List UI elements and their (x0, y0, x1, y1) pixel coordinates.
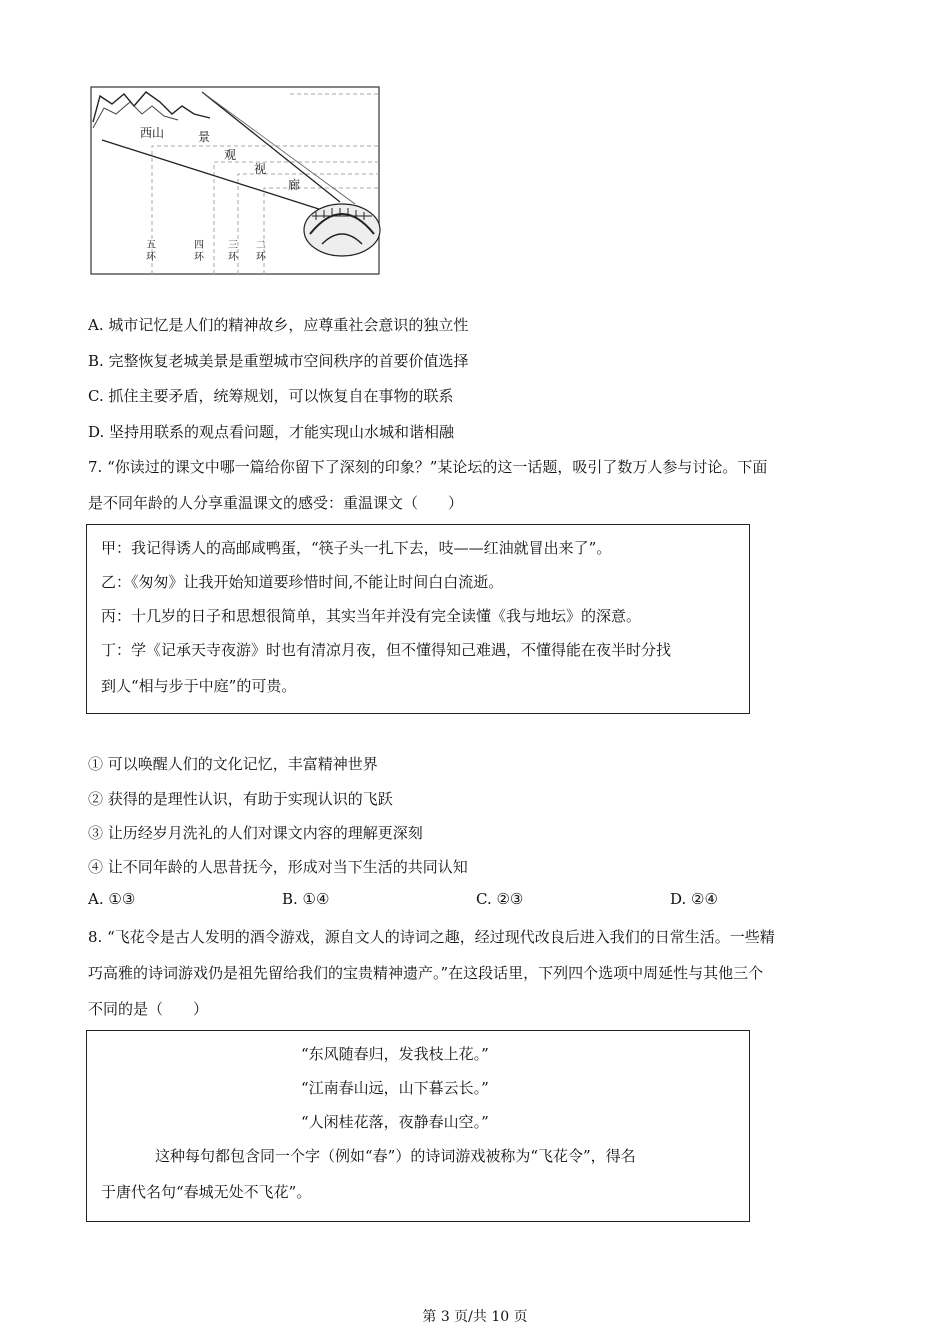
q7-box-yi: 乙：《匆匆》让我开始知道要珍惜时间,不能让时间白白流逝。 (101, 573, 504, 591)
q6-option-c: C. 抓住主要矛盾，统筹规划，可以恢复自在事物的联系 (88, 387, 454, 405)
q7-choice-b: B. ①④ (282, 890, 330, 908)
map-figure (90, 84, 382, 276)
q7-box-bing: 丙：十几岁的日子和思想很简单，其实当年并没有完全读懂《我与地坛》的深意。 (101, 607, 642, 625)
label-corridor-1: 景 (198, 130, 211, 144)
label-corridor-3: 视 (254, 162, 267, 176)
q7-choice-c: C. ②③ (476, 890, 524, 908)
label-ring-3: 三环 (228, 240, 238, 263)
q8-stem-line2: 巧高雅的诗词游戏仍是祖先留给我们的宝贵精神遗产。”在这段话里，下列四个选项中周延性与其他三个 (88, 964, 764, 982)
q6-option-d: D. 坚持用联系的观点看问题，才能实现山水城和谐相融 (88, 423, 455, 441)
q7-statement-2: ② 获得的是理性认识，有助于实现认识的飞跃 (88, 790, 393, 808)
q8-explanation-line1: 这种每句都包含同一个字（例如“春”）的诗词游戏被称为“飞花令”，得名 (155, 1147, 636, 1165)
q7-choice-a: A. ①③ (88, 890, 136, 908)
q8-poem-2: “江南春山远，山下暮云长。” (301, 1079, 489, 1097)
page-footer: 第 3 页/共 10 页 (422, 1309, 528, 1325)
q8-poem-1: “东风随春归，发我枝上花。” (301, 1045, 489, 1063)
q7-statement-3: ③ 让历经岁月洗礼的人们对课文内容的理解更深刻 (88, 824, 423, 842)
q8-explanation-line2: 于唐代名句“春城无处不飞花”。 (101, 1183, 312, 1201)
label-ring-5: 五环 (146, 240, 156, 263)
q8-poem-3: “人闲桂花落，夜静春山空。” (301, 1113, 489, 1131)
q7-stem-line2: 是不同年龄的人分享重温课文的感受：重温课文（ ） (88, 494, 464, 512)
q7-choice-d: D. ②④ (670, 890, 718, 908)
q8-poem-box (86, 1030, 750, 1222)
q6-option-a: A. 城市记忆是人们的精神故乡，应尊重社会意识的独立性 (88, 316, 469, 334)
q7-box-ding: 丁：学《记承天寺夜游》时也有清凉月夜，但不懂得知己难遇，不懂得能在夜半时分找 (101, 641, 672, 659)
label-corridor-2: 观 (224, 148, 237, 162)
q7-quote-box (86, 524, 750, 714)
q8-stem-line1: 8. “飞花令是古人发明的酒令游戏，源自文人的诗词之趣，经过现代改良后进入我们的日常生活。一些精 (88, 928, 775, 946)
q6-option-b: B. 完整恢复老城美景是重塑城市空间秩序的首要价值选择 (88, 352, 469, 370)
q8-stem-line3: 不同的是（ ） (88, 1000, 209, 1018)
label-ring-2: 二环 (256, 240, 266, 263)
q7-box-ding-cont: 到人“相与步于中庭”的可贵。 (101, 677, 297, 695)
q7-stem-line1: 7. “你读过的课文中哪一篇给你留下了深刻的印象？”某论坛的这一话题，吸引了数万人参与讨论。下面 (88, 458, 768, 476)
bridge-icon (304, 204, 380, 256)
label-ring-4: 四环 (194, 240, 204, 263)
q7-statement-4: ④ 让不同年龄的人思昔抚今，形成对当下生活的共同认知 (88, 858, 468, 876)
q7-box-jia: 甲：我记得诱人的高邮咸鸭蛋，“筷子头一扎下去，吱——红油就冒出来了”。 (101, 539, 612, 557)
label-corridor-4: 廊 (288, 178, 301, 192)
label-xishan: 西山 (140, 126, 165, 140)
q7-statement-1: ① 可以唤醒人们的文化记忆，丰富精神世界 (88, 755, 378, 773)
